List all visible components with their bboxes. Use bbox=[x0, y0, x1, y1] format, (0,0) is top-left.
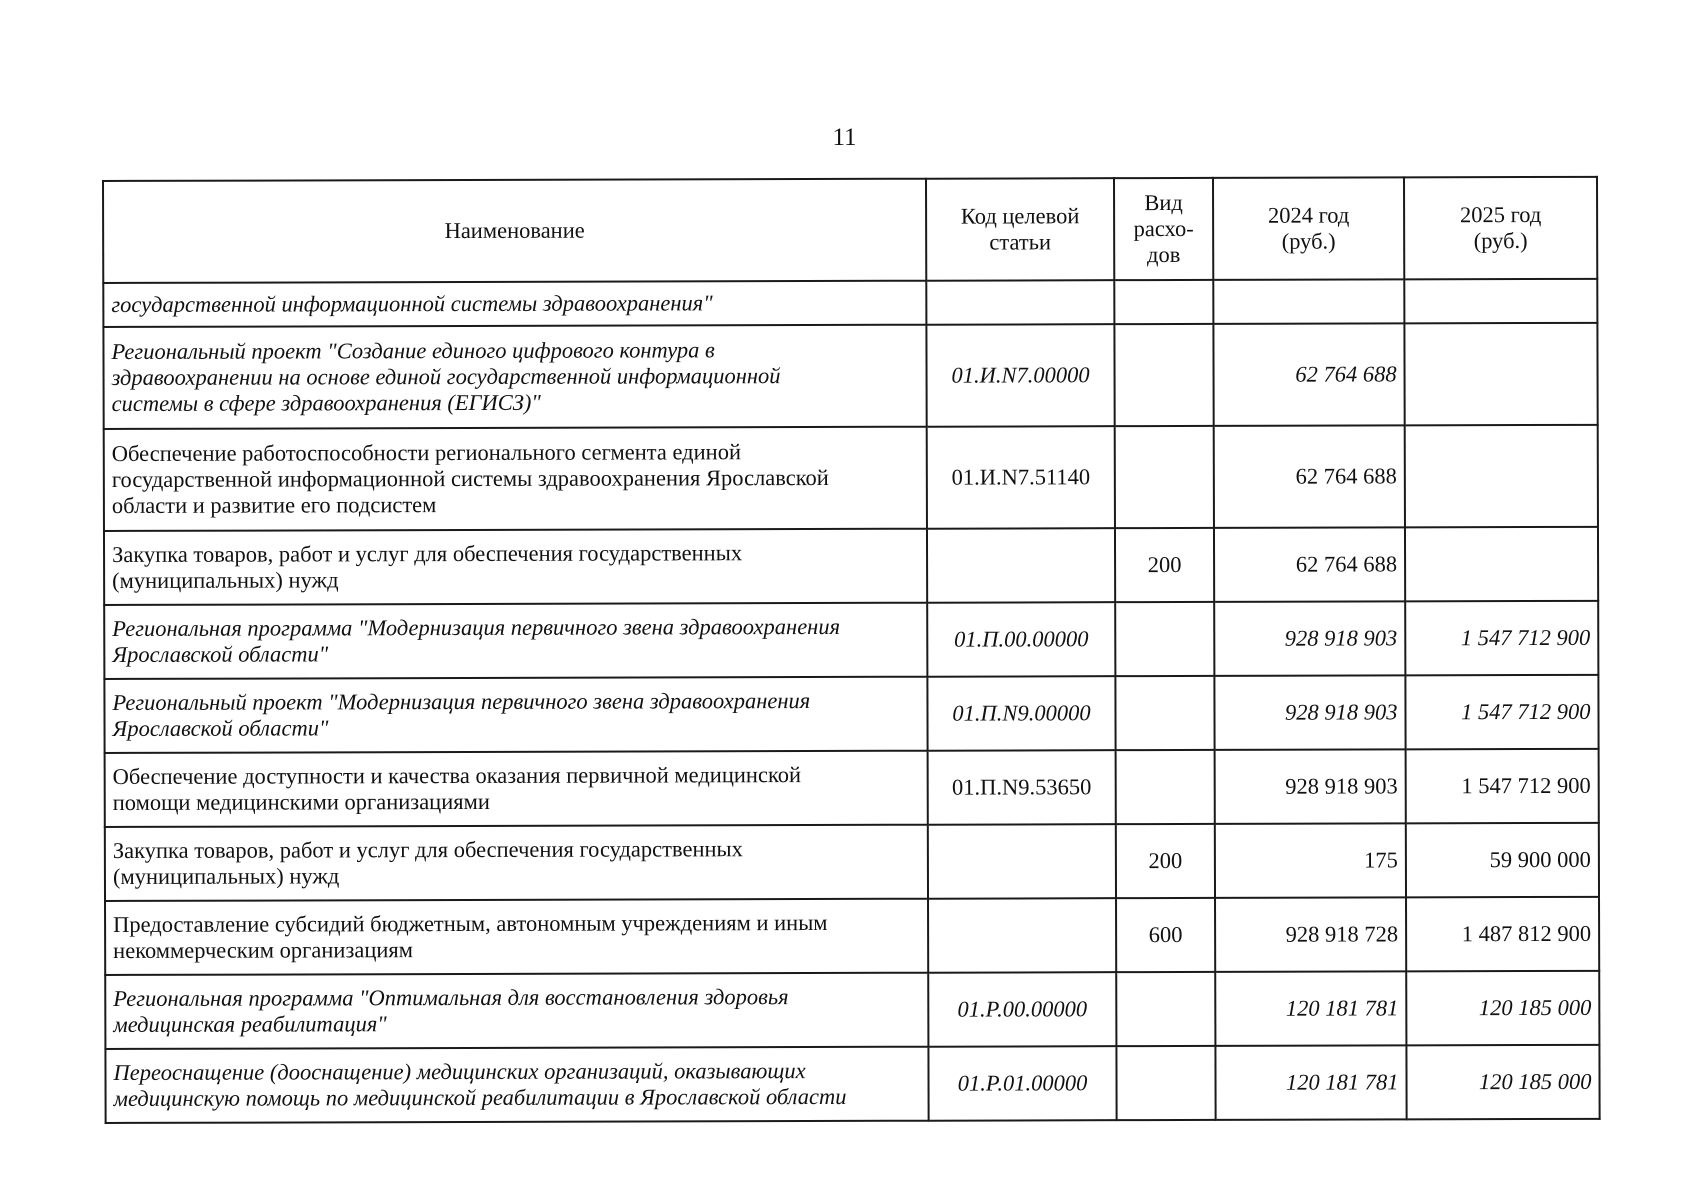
header-kind-line: дов bbox=[1147, 241, 1181, 268]
cell-name-line: Ярославской области" bbox=[112, 641, 329, 667]
page-number: 11 bbox=[832, 124, 857, 151]
header-2024-line: (руб.) bbox=[1281, 228, 1336, 254]
cell-code: 01.Р.00.00000 bbox=[928, 972, 1116, 1047]
table-row bbox=[105, 1045, 1599, 1123]
cell-name bbox=[104, 427, 927, 531]
table-row bbox=[105, 749, 1599, 827]
header-code-line: Код целевой bbox=[960, 203, 1080, 229]
cell-code bbox=[928, 898, 1116, 973]
cell-name bbox=[105, 899, 928, 975]
cell-name bbox=[103, 325, 926, 429]
cell-name-line: некоммерческим организациям bbox=[113, 937, 414, 963]
cell-2025: 120 185 000 bbox=[1406, 1045, 1599, 1120]
cell-name-line: медицинскую помощь по медицинской реабилитации в Ярославской области bbox=[113, 1083, 847, 1111]
header-kind-line: расхо- bbox=[1133, 215, 1194, 242]
header-2025-line: 2025 год bbox=[1459, 201, 1542, 228]
header-code bbox=[926, 178, 1114, 281]
cell-kind bbox=[1115, 676, 1214, 750]
cell-2024: 120 181 781 bbox=[1215, 971, 1406, 1046]
cell-name bbox=[105, 751, 928, 827]
cell-kind bbox=[1115, 426, 1214, 528]
cell-kind bbox=[1114, 280, 1213, 324]
table-row bbox=[104, 527, 1598, 605]
cell-name-line: области и развитие его подсистем bbox=[111, 492, 437, 518]
cell-2025: 1 547 712 900 bbox=[1405, 601, 1598, 676]
cell-name-line: государственной информационной системы здравоохранения" bbox=[111, 290, 713, 317]
cell-name bbox=[105, 1047, 928, 1123]
cell-name-line: (муниципальных) нужд bbox=[112, 863, 340, 889]
cell-kind bbox=[1114, 324, 1213, 426]
cell-name bbox=[105, 973, 928, 1049]
cell-code: 01.И.N7.00000 bbox=[926, 324, 1114, 427]
cell-name-line: Обеспечение доступности и качества оказания первичной медицинской bbox=[112, 762, 802, 789]
budget-table bbox=[102, 176, 1601, 1124]
cell-name-line: Региональная программа "Оптимальная для восстановления здоровья bbox=[113, 984, 789, 1011]
cell-name-line: Обеспечение работоспособности регионального сегмента единой bbox=[111, 439, 742, 466]
table-header-row bbox=[103, 177, 1597, 283]
header-2025 bbox=[1404, 177, 1597, 280]
cell-name-line: Закупка товаров, работ и услуг для обеспечения государственных bbox=[112, 540, 743, 567]
cell-name-line: медицинская реабилитация" bbox=[113, 1011, 387, 1037]
cell-code: 01.Р.01.00000 bbox=[928, 1046, 1116, 1121]
table-row bbox=[105, 971, 1599, 1049]
cell-name-line: Предоставление субсидий бюджетным, автономным учреждениям и иным bbox=[113, 909, 828, 937]
table-row bbox=[105, 897, 1599, 975]
cell-2025: 1 547 712 900 bbox=[1406, 749, 1599, 824]
cell-2025: 120 185 000 bbox=[1406, 971, 1599, 1046]
cell-code bbox=[928, 824, 1116, 899]
header-kind-line: Вид bbox=[1144, 189, 1183, 216]
cell-name-line: здравоохранении на основе единой государственной информационной bbox=[111, 363, 781, 390]
cell-name bbox=[104, 677, 927, 753]
cell-2024: 928 918 903 bbox=[1214, 601, 1405, 676]
cell-kind: 200 bbox=[1115, 528, 1214, 602]
cell-kind: 600 bbox=[1116, 898, 1215, 972]
cell-2024: 62 764 688 bbox=[1214, 527, 1405, 602]
cell-name bbox=[104, 529, 927, 605]
cell-kind bbox=[1116, 972, 1215, 1046]
table-row bbox=[104, 601, 1598, 679]
cell-2025 bbox=[1404, 323, 1597, 426]
cell-kind bbox=[1116, 750, 1215, 824]
header-2024 bbox=[1213, 177, 1404, 280]
cell-name-line: Региональный проект "Создание единого цифрового контура в bbox=[111, 337, 715, 364]
cell-2024: 120 181 781 bbox=[1215, 1045, 1406, 1120]
cell-name-line: Региональная программа "Модернизация первичного звена здравоохранения bbox=[112, 613, 841, 641]
cell-kind bbox=[1116, 1046, 1215, 1120]
cell-code: 01.П.N9.00000 bbox=[927, 676, 1115, 751]
cell-kind bbox=[1115, 602, 1214, 676]
cell-2025: 1 487 812 900 bbox=[1406, 897, 1599, 972]
header-code-line: статьи bbox=[989, 229, 1052, 255]
header-2024-line: 2024 год bbox=[1267, 202, 1350, 228]
table-row bbox=[104, 675, 1598, 753]
cell-code bbox=[926, 280, 1114, 325]
cell-name-line: (муниципальных) нужд bbox=[112, 567, 339, 593]
cell-name-line: Закупка товаров, работ и услуг для обеспечения государственных bbox=[112, 836, 743, 863]
cell-code: 01.П.N9.53650 bbox=[928, 750, 1116, 825]
cell-2025: 1 547 712 900 bbox=[1405, 675, 1598, 750]
cell-2024 bbox=[1213, 279, 1404, 324]
table-body bbox=[103, 279, 1599, 1123]
cell-name-line: государственной информационной системы здравоохранения Ярославской bbox=[111, 464, 829, 492]
header-2025-line: (руб.) bbox=[1473, 228, 1528, 254]
cell-2025: 59 900 000 bbox=[1406, 823, 1599, 898]
header-name bbox=[103, 179, 926, 283]
cell-kind: 200 bbox=[1116, 824, 1215, 898]
cell-name-line: помощи медицинскими организациями bbox=[112, 788, 490, 815]
table-row bbox=[103, 279, 1597, 327]
cell-2025 bbox=[1405, 425, 1598, 528]
cell-2025 bbox=[1404, 279, 1597, 324]
cell-name bbox=[103, 281, 926, 327]
cell-code: 01.П.00.00000 bbox=[927, 602, 1115, 677]
table-row bbox=[103, 323, 1597, 429]
cell-code bbox=[927, 528, 1115, 603]
cell-2024: 175 bbox=[1215, 823, 1406, 898]
cell-2025 bbox=[1405, 527, 1598, 602]
table-row bbox=[105, 823, 1599, 901]
header-kind bbox=[1114, 178, 1213, 280]
cell-name-line: системы в сфере здравоохранения (ЕГИСЗ)" bbox=[111, 389, 541, 416]
cell-2024: 928 918 728 bbox=[1215, 897, 1406, 972]
cell-2024: 62 764 688 bbox=[1213, 323, 1404, 426]
cell-name-line: Переоснащение (дооснащение) медицинских организаций, оказывающих bbox=[113, 1058, 806, 1085]
cell-name bbox=[105, 825, 928, 901]
table-row bbox=[104, 425, 1598, 531]
cell-2024: 62 764 688 bbox=[1214, 425, 1405, 528]
cell-name-line: Региональный проект "Модернизация первичного звена здравоохранения bbox=[112, 688, 811, 715]
cell-2024: 928 918 903 bbox=[1215, 749, 1406, 824]
cell-name bbox=[104, 603, 927, 679]
cell-2024: 928 918 903 bbox=[1214, 675, 1405, 750]
cell-name-line: Ярославской области" bbox=[112, 715, 329, 741]
cell-code: 01.И.N7.51140 bbox=[927, 426, 1115, 529]
header-name-label: Наименование bbox=[444, 217, 585, 244]
